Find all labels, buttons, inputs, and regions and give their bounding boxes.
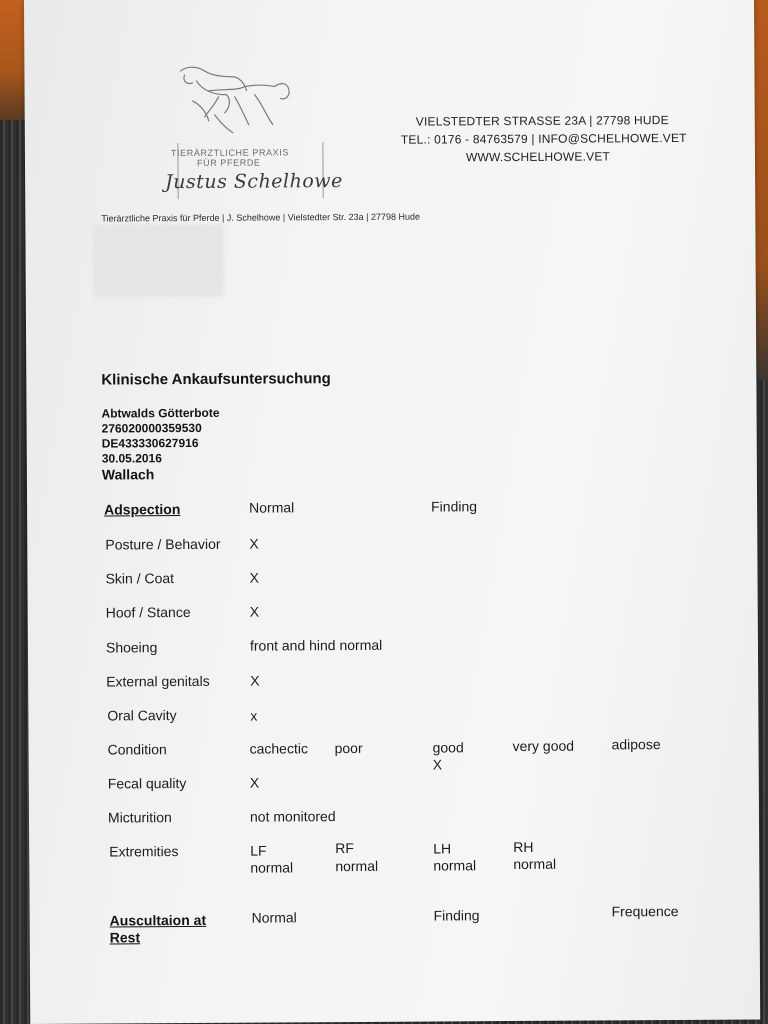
horse-gender: Wallach bbox=[101, 466, 155, 483]
redacted-recipient bbox=[93, 225, 223, 298]
row-label-shoeing: Shoeing bbox=[105, 639, 158, 656]
condition-option-adipose: adipose bbox=[611, 736, 661, 753]
row-value-fecal: X bbox=[249, 774, 260, 791]
condition-option-very-good: very good bbox=[512, 737, 575, 755]
condition-option-cachectic: cachectic bbox=[249, 740, 308, 757]
row-label-extremities: Extremities bbox=[109, 843, 179, 860]
limb-lh-name: LH bbox=[433, 840, 452, 857]
auscultation-heading-line1: Auscultaion at bbox=[109, 911, 207, 929]
contact-line: TEL.: 0176 - 84763579 | INFO@SCHELHOWE.VET bbox=[400, 130, 687, 147]
document-page bbox=[24, 0, 760, 1024]
condition-option-good: good bbox=[432, 739, 464, 756]
row-label-fecal: Fecal quality bbox=[107, 775, 187, 792]
adspection-finding-header: Finding bbox=[431, 498, 478, 515]
exam-date: 30.05.2016 bbox=[101, 451, 162, 466]
limb-lh-status: normal bbox=[433, 857, 477, 874]
row-value-genitals: X bbox=[250, 672, 260, 689]
auscultation-normal-header: Normal bbox=[251, 909, 297, 926]
auscultation-frequence-header: Frequence bbox=[611, 903, 679, 920]
limb-lf-name: LF bbox=[250, 842, 267, 859]
row-label-condition: Condition bbox=[107, 741, 167, 758]
signature: Justus Schelhowe bbox=[165, 170, 343, 194]
row-label-hoof: Hoof / Stance bbox=[105, 603, 191, 621]
row-value-skin: X bbox=[249, 569, 259, 586]
auscultation-heading-line2: Rest bbox=[109, 929, 141, 946]
limb-rf-status: normal bbox=[335, 857, 379, 875]
row-label-posture: Posture / Behavior bbox=[105, 535, 221, 553]
row-label-oral: Oral Cavity bbox=[107, 707, 177, 724]
adspection-normal-header: Normal bbox=[249, 499, 295, 516]
document-title: Klinische Ankaufsuntersuchung bbox=[101, 370, 331, 389]
row-value-hoof: X bbox=[249, 603, 260, 620]
practice-name-line1: TIERÄRZTLICHE PRAXIS bbox=[170, 147, 289, 159]
horse-id-number: 276020000359530 bbox=[101, 420, 202, 436]
limb-rh-status: normal bbox=[513, 855, 557, 873]
limb-lf-status: normal bbox=[250, 859, 294, 876]
row-value-oral: x bbox=[250, 707, 258, 724]
row-label-genitals: External genitals bbox=[106, 672, 210, 690]
row-value-posture: X bbox=[249, 535, 259, 552]
row-label-skin: Skin / Coat bbox=[105, 570, 175, 587]
horse-name: Abtwalds Götterbote bbox=[101, 405, 220, 421]
adspection-heading: Adspection bbox=[104, 501, 181, 518]
row-value-micturition: not monitored bbox=[249, 808, 336, 825]
practice-name-line2: FÜR PFERDE bbox=[196, 157, 261, 168]
row-label-micturition: Micturition bbox=[107, 809, 172, 826]
limb-rh-name: RH bbox=[513, 838, 534, 856]
limb-rf-name: RF bbox=[335, 840, 354, 857]
condition-selected-mark: X bbox=[432, 756, 443, 773]
address-line: VIELSTEDTER STRASSE 23A | 27798 HUDE bbox=[415, 113, 669, 129]
condition-option-poor: poor bbox=[334, 739, 363, 757]
auscultation-finding-header: Finding bbox=[433, 907, 480, 924]
sender-line: Tierärztliche Praxis für Pferde | J. Schelhowe | Vielstedter Str. 23a | 27798 Hude bbox=[101, 211, 421, 224]
row-value-shoeing: front and hind normal bbox=[249, 636, 383, 654]
horse-ueln: DE433330627916 bbox=[101, 435, 199, 451]
website-line: WWW.SCHELHOWE.VET bbox=[465, 149, 611, 165]
